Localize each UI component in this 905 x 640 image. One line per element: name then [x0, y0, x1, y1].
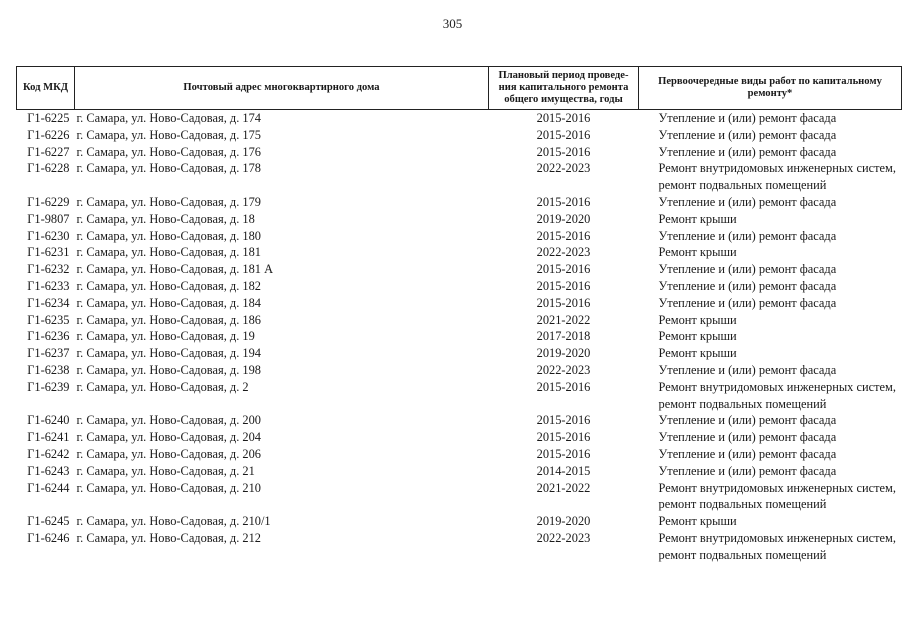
- cell-address: г. Самара, ул. Ново-Садовая, д. 180: [76, 228, 261, 243]
- cell-code: Г1-6244: [27, 480, 70, 495]
- cell-period: 2017-2018: [536, 329, 591, 344]
- cell-code: Г1-6246: [27, 530, 70, 545]
- cell-period: 2015-2016: [536, 295, 591, 310]
- cell-work: Ремонт внутридомовых инженерных систем, ремонт подвальных помещений: [658, 379, 896, 411]
- table-row: [17, 412, 902, 429]
- cell-address: г. Самара, ул. Ново-Садовая, д. 18: [76, 211, 255, 226]
- cell-address: г. Самара, ул. Ново-Садовая, д. 19: [76, 329, 255, 344]
- table-row: [17, 244, 902, 261]
- cell-period: 2015-2016: [536, 144, 591, 159]
- table-row: [17, 463, 902, 480]
- table-row: [17, 513, 902, 530]
- cell-address: г. Самара, ул. Ново-Садовая, д. 210: [76, 480, 261, 495]
- table-row: [17, 429, 902, 446]
- table-row: [17, 228, 902, 245]
- cell-period: 2015-2016: [536, 111, 591, 125]
- header-code: Код МКД: [17, 67, 75, 110]
- cell-address: г. Самара, ул. Ново-Садовая, д. 206: [76, 446, 261, 461]
- cell-work: Ремонт крыши: [658, 514, 737, 529]
- cell-work: Ремонт внутридомовых инженерных систем, ремонт подвальных помещений: [658, 530, 896, 562]
- cell-code: Г1-6245: [27, 514, 70, 529]
- cell-period: 2022-2023: [536, 530, 591, 545]
- cell-address: г. Самара, ул. Ново-Садовая, д. 175: [76, 127, 261, 142]
- cell-work: Утепление и (или) ремонт фасада: [658, 127, 837, 142]
- table-row: [17, 362, 902, 379]
- cell-period: 2015-2016: [536, 278, 591, 293]
- cell-period: 2022-2023: [536, 362, 591, 377]
- cell-work: Ремонт крыши: [658, 312, 737, 327]
- table-header: [17, 67, 902, 110]
- table-row: [17, 160, 902, 194]
- cell-code: Г1-6238: [27, 362, 70, 377]
- cell-period: 2021-2022: [536, 480, 591, 495]
- cell-address: г. Самара, ул. Ново-Садовая, д. 181: [76, 245, 261, 260]
- cell-address: г. Самара, ул. Ново-Садовая, д. 21: [76, 463, 255, 478]
- cell-address: г. Самара, ул. Ново-Садовая, д. 186: [76, 312, 261, 327]
- cell-period: 2015-2016: [536, 446, 591, 461]
- cell-period: 2021-2022: [536, 312, 591, 327]
- table-row: [17, 295, 902, 312]
- cell-code: Г1-6226: [27, 127, 70, 142]
- cell-code: Г1-9807: [27, 211, 70, 226]
- cell-address: г. Самара, ул. Ново-Садовая, д. 182: [76, 278, 261, 293]
- cell-address: г. Самара, ул. Ново-Садовая, д. 204: [76, 430, 261, 445]
- cell-work: Утепление и (или) ремонт фасада: [658, 463, 837, 478]
- cell-period: 2015-2016: [536, 228, 591, 243]
- cell-code: Г1-6232: [27, 262, 70, 277]
- repair-plan-table: [16, 66, 902, 564]
- cell-address: г. Самара, ул. Ново-Садовая, д. 210/1: [76, 514, 271, 529]
- cell-code: Г1-6234: [27, 295, 70, 310]
- cell-period: 2022-2023: [536, 161, 591, 176]
- cell-work: Утепление и (или) ремонт фасада: [658, 430, 837, 445]
- cell-code: Г1-6240: [27, 413, 70, 428]
- cell-code: Г1-6243: [27, 463, 70, 478]
- cell-address: г. Самара, ул. Ново-Садовая, д. 174: [76, 111, 261, 125]
- table-row: [17, 480, 902, 514]
- cell-work: Ремонт крыши: [658, 329, 737, 344]
- table-row: [17, 312, 902, 329]
- table-row: [17, 127, 902, 144]
- table-row: [17, 211, 902, 228]
- cell-address: г. Самара, ул. Ново-Садовая, д. 212: [76, 530, 261, 545]
- cell-work: Ремонт внутридомовых инженерных систем, ремонт подвальных помещений: [658, 161, 896, 193]
- cell-address: г. Самара, ул. Ново-Садовая, д. 198: [76, 362, 261, 377]
- cell-code: Г1-6241: [27, 430, 70, 445]
- cell-code: Г1-6237: [27, 346, 70, 361]
- cell-work: Утепление и (или) ремонт фасада: [658, 194, 837, 209]
- cell-code: Г1-6236: [27, 329, 70, 344]
- cell-code: Г1-6231: [27, 245, 70, 260]
- table-row: [17, 379, 902, 413]
- cell-work: Утепление и (или) ремонт фасада: [658, 295, 837, 310]
- cell-address: г. Самара, ул. Ново-Садовая, д. 2: [76, 379, 249, 394]
- cell-period: 2015-2016: [536, 262, 591, 277]
- cell-address: г. Самара, ул. Ново-Садовая, д. 178: [76, 161, 261, 176]
- table-row: [17, 345, 902, 362]
- cell-period: 2015-2016: [536, 127, 591, 142]
- table-row: [17, 194, 902, 211]
- cell-code: Г1-6239: [27, 379, 70, 394]
- cell-work: Утепление и (или) ремонт фасада: [658, 144, 837, 159]
- table-row: [17, 261, 902, 278]
- cell-code: Г1-6225: [27, 111, 70, 125]
- cell-address: г. Самара, ул. Ново-Садовая, д. 179: [76, 194, 261, 209]
- cell-code: Г1-6235: [27, 312, 70, 327]
- cell-code: Г1-6227: [27, 144, 70, 159]
- cell-work: Утепление и (или) ремонт фасада: [658, 413, 837, 428]
- cell-period: 2022-2023: [536, 245, 591, 260]
- cell-work: Утепление и (или) ремонт фасада: [658, 446, 837, 461]
- header-works: Первоочередные виды работ по капитальному ремонту*: [639, 67, 902, 110]
- cell-work: Ремонт крыши: [658, 346, 737, 361]
- table-body: [17, 110, 902, 564]
- cell-address: г. Самара, ул. Ново-Садовая, д. 184: [76, 295, 261, 310]
- header-address: Почтовый адрес многоквартирного дома: [75, 67, 489, 110]
- cell-work: Утепление и (или) ремонт фасада: [658, 278, 837, 293]
- cell-period: 2014-2015: [536, 463, 591, 478]
- cell-period: 2019-2020: [536, 211, 591, 226]
- cell-work: Утепление и (или) ремонт фасада: [658, 362, 837, 377]
- cell-code: Г1-6229: [27, 194, 70, 209]
- cell-work: Утепление и (или) ремонт фасада: [658, 111, 837, 125]
- table-row: [17, 278, 902, 295]
- cell-work: Ремонт внутридомовых инженерных систем, ремонт подвальных помещений: [658, 480, 896, 512]
- table-row: [17, 144, 902, 161]
- table-header-row: [17, 67, 902, 110]
- cell-code: Г1-6233: [27, 278, 70, 293]
- header-period: Плановый период проведе-ния капитального ремонта общего имущества, годы: [489, 67, 639, 110]
- table-row: [17, 110, 902, 127]
- page-number: 305: [442, 16, 463, 31]
- cell-work: Утепление и (или) ремонт фасада: [658, 228, 837, 243]
- cell-address: г. Самара, ул. Ново-Садовая, д. 194: [76, 346, 261, 361]
- repair-plan-table-wrap: [16, 66, 901, 564]
- table-row: [17, 328, 902, 345]
- cell-work: Ремонт крыши: [658, 211, 737, 226]
- cell-period: 2019-2020: [536, 514, 591, 529]
- cell-code: Г1-6242: [27, 446, 70, 461]
- cell-address: г. Самара, ул. Ново-Садовая, д. 176: [76, 144, 261, 159]
- cell-period: 2015-2016: [536, 194, 591, 209]
- cell-work: Ремонт крыши: [658, 245, 737, 260]
- table-row: [17, 446, 902, 463]
- cell-work: Утепление и (или) ремонт фасада: [658, 262, 837, 277]
- cell-period: 2015-2016: [536, 413, 591, 428]
- table-row: [17, 530, 902, 564]
- cell-period: 2015-2016: [536, 379, 591, 394]
- cell-period: 2015-2016: [536, 430, 591, 445]
- cell-address: г. Самара, ул. Ново-Садовая, д. 181 А: [76, 262, 274, 277]
- cell-period: 2019-2020: [536, 346, 591, 361]
- cell-code: Г1-6228: [27, 161, 70, 176]
- cell-code: Г1-6230: [27, 228, 70, 243]
- cell-address: г. Самара, ул. Ново-Садовая, д. 200: [76, 413, 261, 428]
